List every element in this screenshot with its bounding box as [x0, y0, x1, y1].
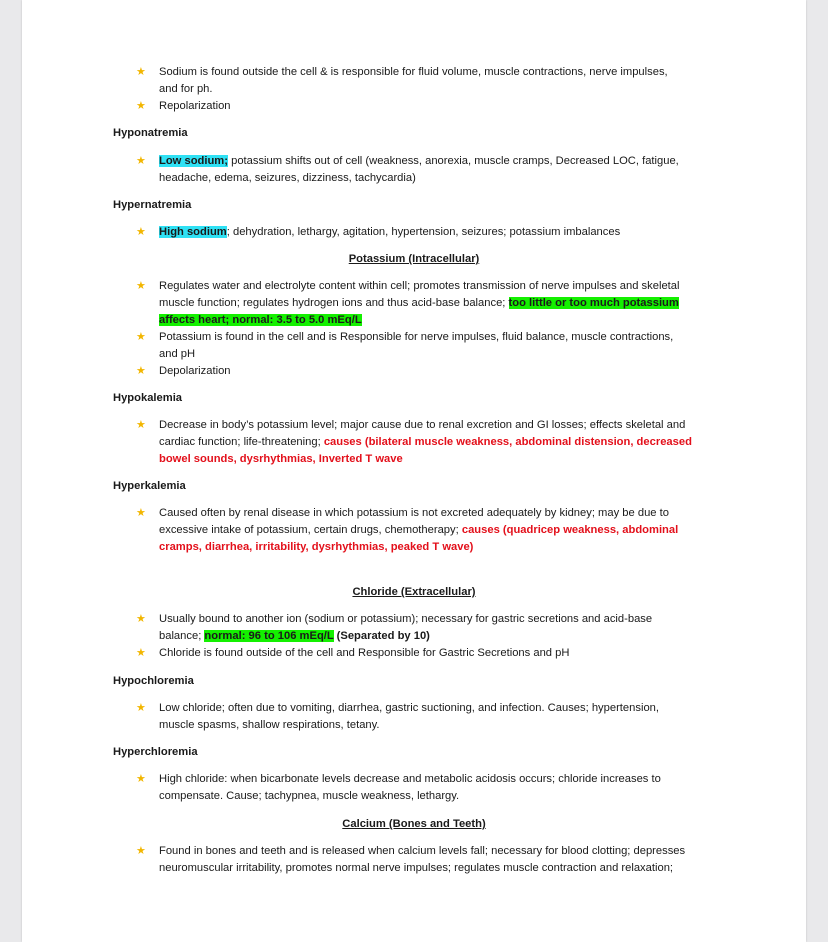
star-bullet-icon: ★	[136, 613, 146, 625]
heading-hypernatremia: Hypernatremia	[113, 199, 192, 211]
star-bullet-icon: ★	[136, 507, 146, 519]
star-bullet-icon: ★	[136, 845, 146, 857]
high-sodium-highlight: High sodium	[159, 226, 227, 238]
star-bullet-icon: ★	[136, 155, 146, 167]
hypochloremia-bullet: Low chloride; often due to vomiting, diarrhea, gastric suctioning, and infection. Causes; hypertension, muscle spasms, shallow respirations, tetany.	[159, 702, 659, 731]
hypernatremia-bullet: High sodium; dehydration, lethargy, agitation, hypertension, seizures; potassium imbalances	[159, 226, 621, 238]
chloride-bullet-2: Chloride is found outside of the cell and Responsible for Gastric Secretions and pH	[159, 647, 570, 659]
potassium-bullet-1: Regulates water and electrolyte content within cell; promotes transmission of nerve impulses and skeletal muscle function; regulates hydrogen ions and thus acid-base balance; too little or too much potassium affects heart; normal: 3.5 to 5.0 mEq/L	[159, 280, 680, 326]
star-bullet-icon: ★	[136, 702, 146, 714]
section-title-calcium: Calcium (Bones and Teeth)	[342, 818, 486, 830]
section-title-potassium: Potassium (Intracellular)	[348, 253, 480, 265]
heading-hyponatremia: Hyponatremia	[113, 127, 188, 139]
chloride-normal-highlight: normal: 96 to 106 mEq/L	[204, 630, 334, 642]
heading-hyperchloremia: Hyperchloremia	[113, 746, 198, 758]
potassium-heart-highlight: too little or too much potassium	[508, 297, 679, 309]
section-title-chloride: Chloride (Extracellular)	[352, 586, 476, 598]
star-bullet-icon: ★	[136, 419, 146, 431]
potassium-normal-highlight: affects heart; normal: 3.5 to 5.0 mEq/L	[159, 314, 362, 326]
chloride-bullet-1: Usually bound to another ion (sodium or potassium); necessary for gastric secretions and acid-base balance; normal: 96 to 106 mEq/L (Separated by 10)	[159, 613, 653, 642]
star-bullet-icon: ★	[136, 280, 146, 292]
star-bullet-icon: ★	[136, 773, 146, 785]
star-bullet-icon: ★	[136, 365, 146, 377]
star-bullet-icon: ★	[136, 100, 146, 112]
heading-hypokalemia: Hypokalemia	[113, 392, 183, 404]
hypokalemia-bullet: Decrease in body’s potassium level; major cause due to renal excretion and GI losses; effects skeletal and cardiac function; life-threatening; causes (bilateral muscle weakness, abdominal distension, decreased bowel sounds, dysrhythmias, Inverted T wave	[159, 419, 692, 465]
heading-hypochloremia: Hypochloremia	[113, 675, 194, 687]
hyperkalemia-bullet: Caused often by renal disease in which potassium is not excreted adequately by kidney; may be due to excessive intake of potassium, certain drugs, chemotherapy; causes (quadricep weakness, abdominal cramps, diarrhea, irritability, dysrhythmias, peaked T wave)	[159, 507, 679, 553]
hyponatremia-bullet: Low sodium; potassium shifts out of cell (weakness, anorexia, muscle cramps, Decreased LOC, fatigue, headache, edema, seizures, dizziness, tachycardia)	[159, 155, 679, 184]
star-bullet-icon: ★	[136, 66, 146, 78]
star-bullet-icon: ★	[136, 331, 146, 343]
sodium-bullet-2: Repolarization	[159, 100, 231, 112]
heading-hyperkalemia: Hyperkalemia	[113, 480, 186, 492]
low-sodium-highlight: Low sodium;	[159, 155, 228, 167]
hyperchloremia-bullet: High chloride: when bicarbonate levels decrease and metabolic acidosis occurs; chloride increases to compensate. Cause; tachypnea, muscle weakness, lethargy.	[159, 773, 661, 802]
potassium-bullet-3: Depolarization	[159, 365, 231, 377]
potassium-bullet-2: Potassium is found in the cell and is Responsible for nerve impulses, fluid balance, muscle contractions, and pH	[159, 331, 674, 360]
star-bullet-icon: ★	[136, 226, 146, 238]
star-bullet-icon: ★	[136, 647, 146, 659]
calcium-bullet: Found in bones and teeth and is released when calcium levels fall; necessary for blood clotting; depresses neuromuscular irritability, promotes normal nerve impulses; regulates muscle contraction and relaxation;	[159, 845, 686, 874]
sodium-bullet-1: Sodium is found outside the cell & is responsible for fluid volume, muscle contractions, nerve impulses, and for ph.	[159, 66, 668, 95]
